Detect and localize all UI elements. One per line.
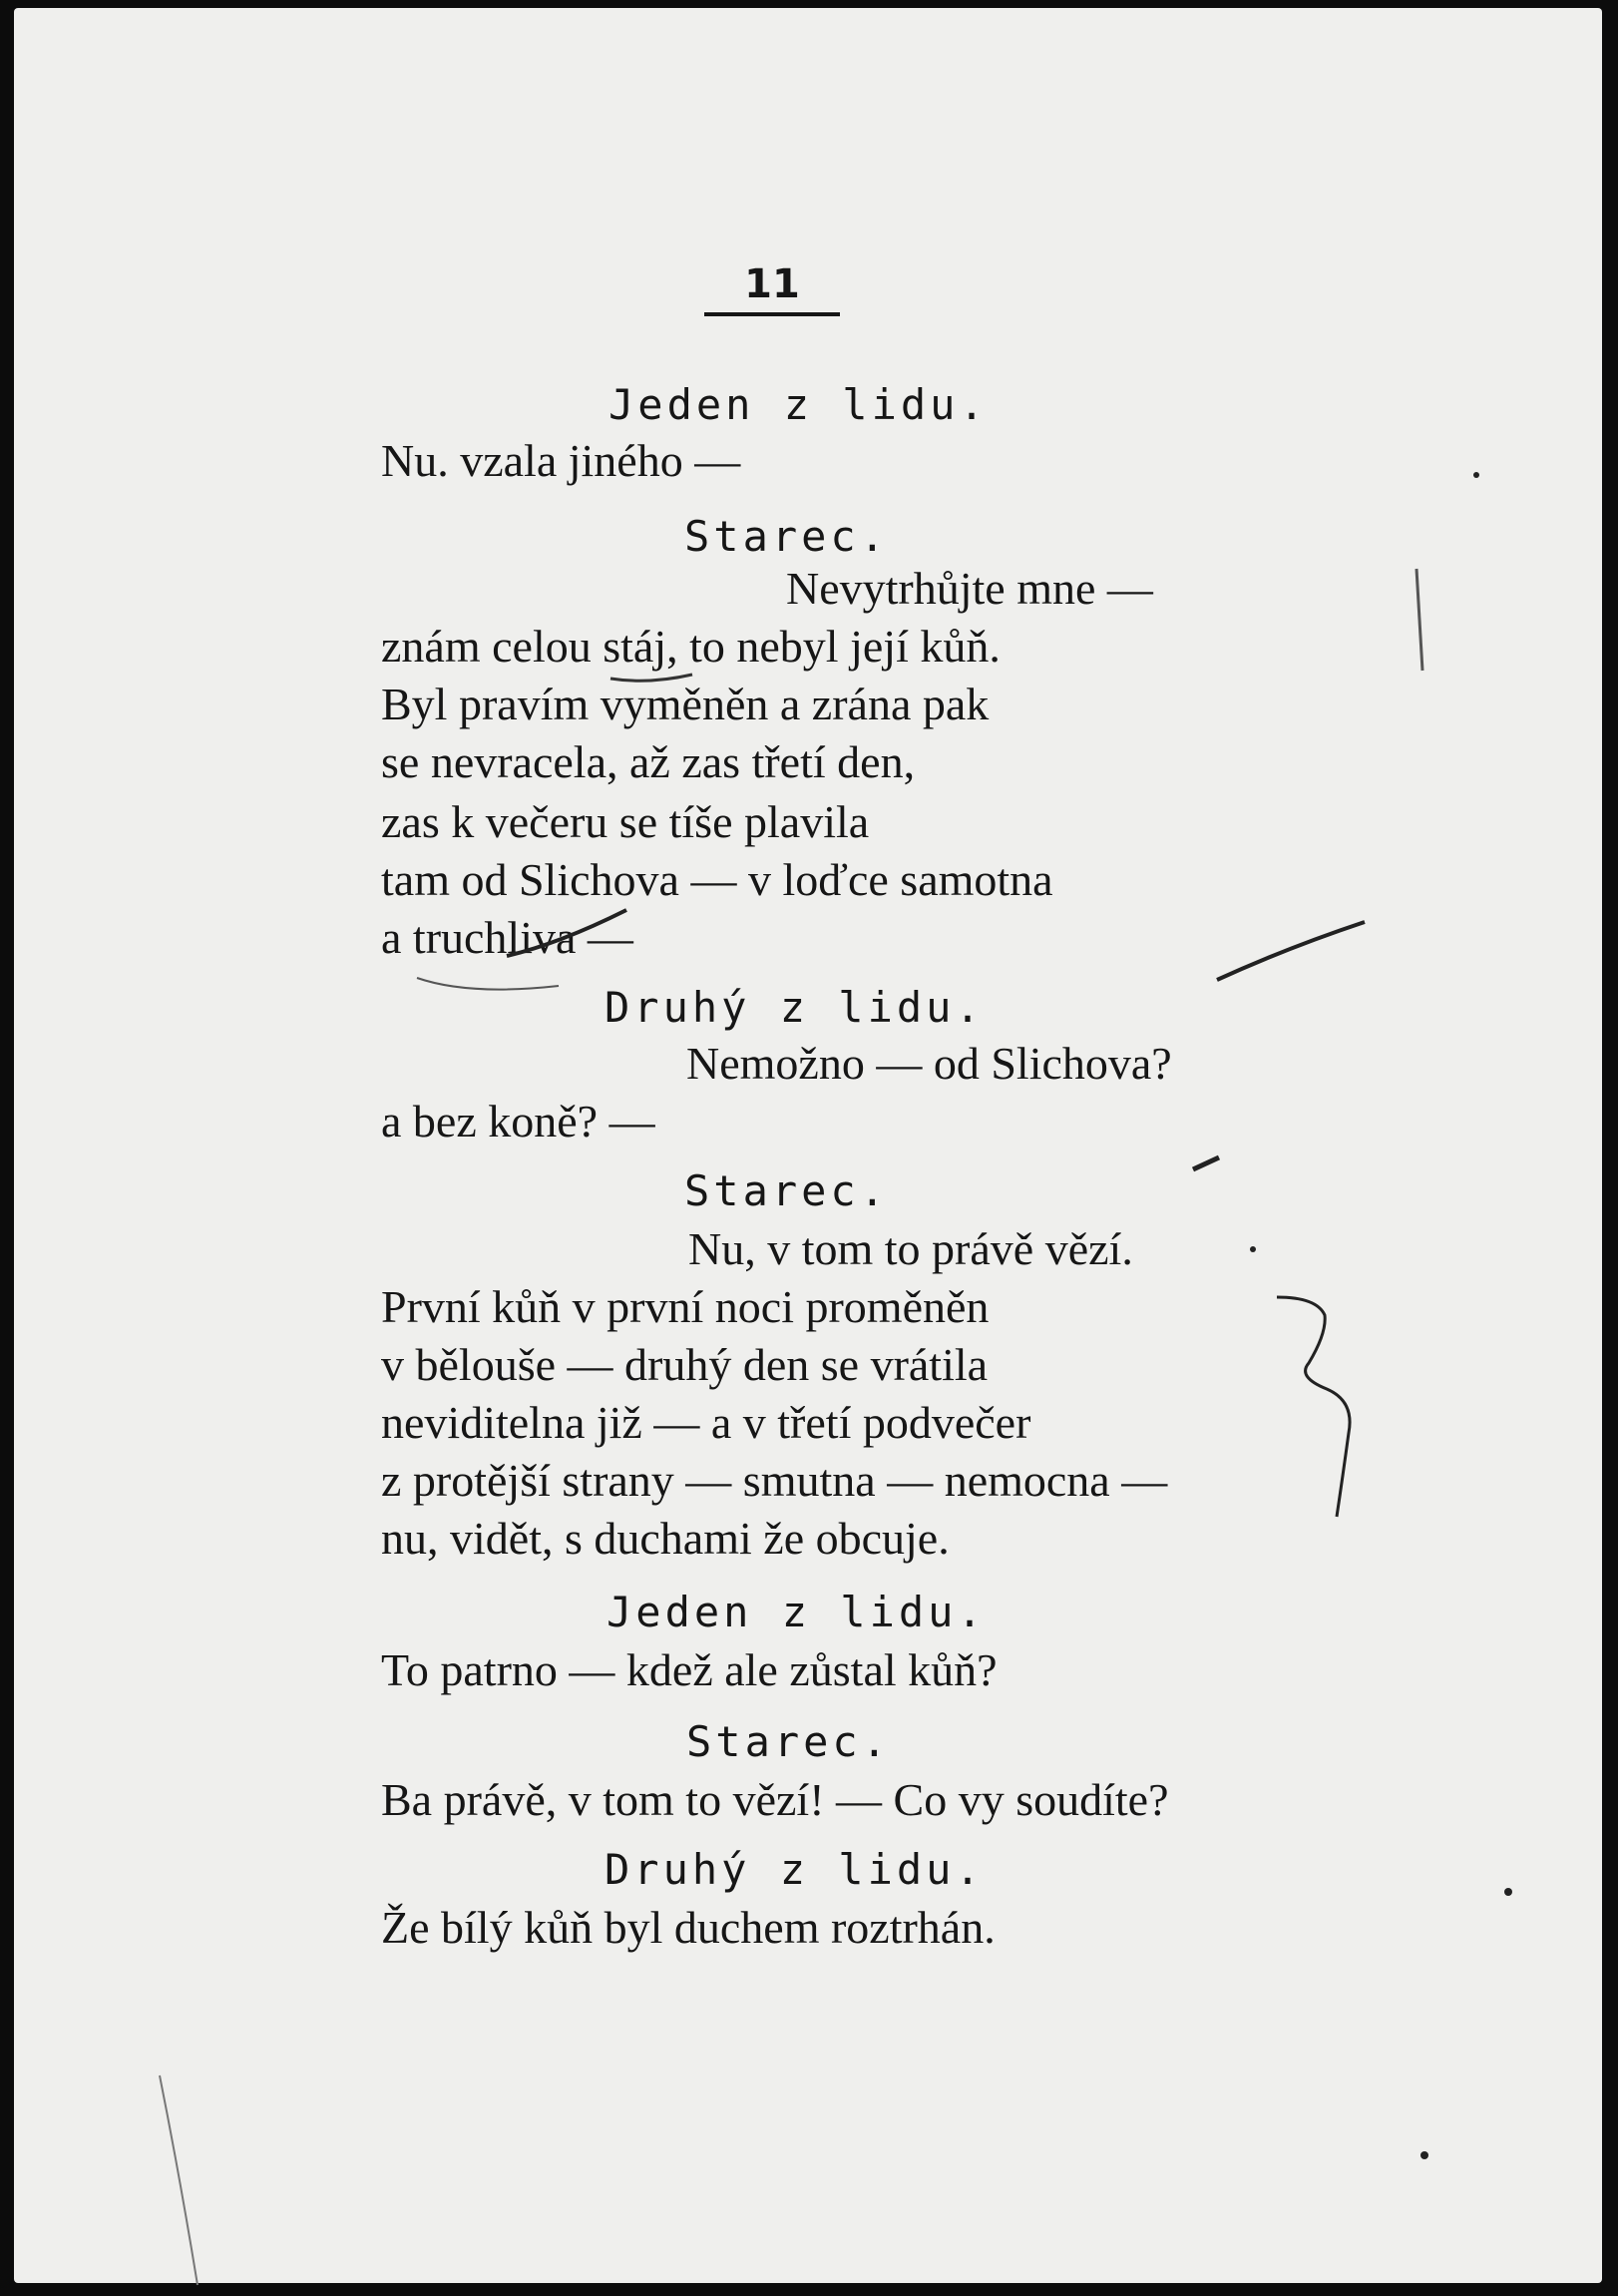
verse-line: Nu, v tom to právě vězí. — [688, 1223, 1133, 1274]
verse-line: To patrno — kdež ale zůstal kůň? — [381, 1644, 998, 1695]
speaker-label: Jeden z lidu. — [607, 1588, 987, 1636]
speaker-label: Druhý z lidu. — [605, 1845, 985, 1894]
verse-line: Nu. vzala jiného — — [381, 435, 741, 486]
verse-line: Ba právě, v tom to vězí! — Co vy soudíte? — [381, 1774, 1169, 1825]
verse-line: tam od Slichova — v loďce samotna — [381, 854, 1053, 905]
verse-line: znám celou stáj, to nebyl její kůň. — [381, 621, 1001, 672]
speaker-label: Jeden z lidu. — [608, 380, 989, 429]
verse-line: Nevytrhůjte mne — — [786, 563, 1153, 614]
pencil-stroke-bottom-left — [160, 2075, 198, 2285]
page-number: 11 — [744, 261, 800, 307]
verse-line: a truchliva — — [381, 912, 633, 963]
pencil-bracket — [1277, 1297, 1350, 1517]
verse-line: v bělouše — druhý den se vrátila — [381, 1339, 989, 1390]
verse-line: z protější strany — smutna — nemocna — — [381, 1455, 1168, 1506]
pencil-tick — [1193, 1157, 1219, 1169]
speck — [1473, 472, 1479, 478]
speck — [1504, 1888, 1512, 1896]
pencil-swoosh-left — [417, 978, 559, 990]
pencil-mark-right — [1416, 569, 1422, 671]
speaker-label: Starec. — [686, 1717, 892, 1766]
pencil-stroke-right — [1217, 922, 1365, 980]
pencil-strike-truchliva — [507, 910, 626, 956]
verse-line: nu, vidět, s duchami že obcuje. — [381, 1513, 950, 1564]
verse-line: Nemožno — od Slichova? — [686, 1038, 1172, 1089]
speck — [1250, 1246, 1256, 1252]
speaker-label: Druhý z lidu. — [605, 983, 985, 1032]
verse-line: neviditelna již — a v třetí podvečer — [381, 1397, 1031, 1448]
speck — [1420, 2151, 1428, 2159]
speaker-label: Starec. — [684, 1166, 890, 1215]
speaker-label: Starec. — [684, 512, 890, 561]
verse-line: se nevracela, až zas třetí den, — [381, 736, 916, 787]
verse-line: Byl pravím vyměněn a zrána pak — [381, 679, 990, 729]
pencil-underline-staj — [610, 675, 692, 681]
verse-line: a bez koně? — — [381, 1096, 655, 1147]
verse-line: zas k večeru se tíše plavila — [381, 796, 870, 847]
verse-line: První kůň v první noci proměněn — [381, 1281, 990, 1332]
verse-line: Že bílý kůň byl duchem roztrhán. — [381, 1902, 996, 1953]
